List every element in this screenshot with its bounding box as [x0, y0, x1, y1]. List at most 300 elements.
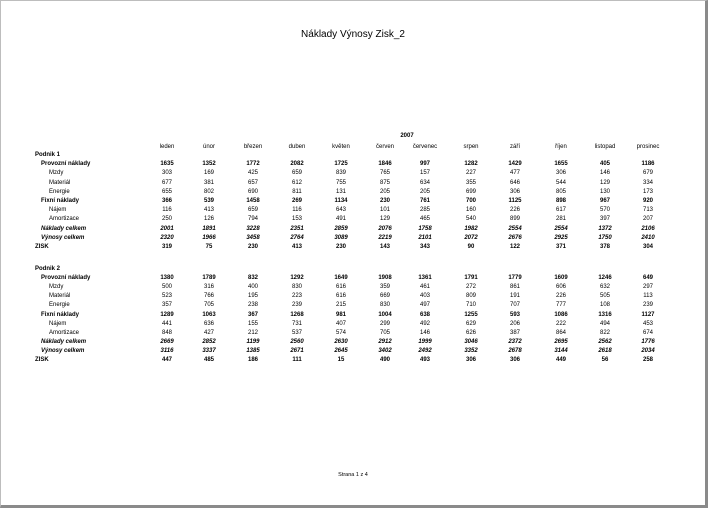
table-cell: 1789	[202, 274, 216, 281]
row-label: Fixní náklady	[41, 197, 80, 204]
table-cell: 272	[465, 283, 476, 290]
table-cell: 1004	[378, 311, 392, 318]
section-header-row	[1, 152, 705, 161]
section-header: Podnik 1	[35, 152, 61, 158]
table-cell: 157	[419, 170, 430, 177]
table-cell: 1908	[378, 274, 392, 281]
table-cell: 258	[642, 357, 653, 364]
table-cell: 2645	[334, 348, 348, 355]
table-row	[1, 170, 705, 179]
table-cell: 1063	[202, 311, 216, 318]
table-cell: 2106	[641, 225, 655, 232]
table-cell: 116	[292, 207, 302, 214]
table-cell: 238	[247, 302, 258, 309]
table-cell: 492	[419, 320, 430, 327]
table-cell: 205	[379, 188, 390, 195]
table-row	[1, 293, 705, 302]
table-cell: 1199	[246, 339, 260, 346]
table-cell: 617	[555, 207, 566, 214]
table-cell: 1609	[554, 274, 568, 281]
table-cell: 400	[247, 283, 258, 290]
table-cell: 427	[203, 329, 214, 336]
table-cell: 191	[509, 293, 520, 300]
table-cell: 108	[599, 302, 610, 309]
table-cell: 643	[335, 207, 346, 214]
table-cell: 1846	[378, 161, 392, 168]
table-cell: 299	[379, 320, 390, 327]
table-cell: 500	[161, 283, 172, 290]
table-cell: 130	[599, 188, 610, 195]
table-cell: 2072	[464, 234, 478, 241]
table-cell: 465	[419, 216, 430, 223]
table-cell: 705	[379, 329, 390, 336]
table-cell: 316	[203, 283, 214, 290]
table-cell: 1779	[508, 274, 522, 281]
table-cell: 186	[247, 357, 258, 364]
table-cell: 3458	[246, 234, 260, 241]
table-cell: 441	[161, 320, 172, 327]
table-cell: 413	[203, 207, 214, 214]
table-cell: 655	[161, 188, 172, 195]
table-cell: 674	[642, 329, 653, 336]
row-label: Amortizace	[49, 216, 80, 223]
table-cell: 632	[599, 283, 610, 290]
table-cell: 449	[555, 357, 566, 364]
table-cell: 116	[162, 207, 172, 214]
table-cell: 2630	[334, 339, 348, 346]
table-cell: 2001	[160, 225, 174, 232]
table-cell: 2554	[554, 225, 568, 232]
table-cell: 477	[509, 170, 520, 177]
section-spacer	[1, 253, 705, 266]
table-cell: 629	[465, 320, 476, 327]
table-cell: 226	[555, 293, 566, 300]
table-cell: 1352	[202, 161, 216, 168]
table-cell: 2034	[641, 348, 655, 355]
table-cell: 355	[465, 179, 476, 186]
table-cell: 397	[599, 216, 610, 223]
table-row	[1, 330, 705, 339]
table-cell: 612	[291, 179, 302, 186]
table-cell: 2560	[290, 339, 304, 346]
month-header: listopad	[594, 144, 616, 150]
table-cell: 2852	[202, 339, 216, 346]
table-cell: 153	[291, 216, 302, 223]
table-cell: 710	[465, 302, 476, 309]
table-cell: 1458	[246, 197, 260, 204]
table-cell: 206	[509, 320, 520, 327]
table-cell: 2320	[160, 234, 174, 241]
month-header: prosinec	[636, 144, 660, 150]
row-label: ZISK	[35, 357, 49, 364]
table-cell: 1635	[160, 161, 174, 168]
table-cell: 129	[379, 216, 390, 223]
table-row	[1, 357, 705, 366]
table-cell: 765	[379, 170, 390, 177]
table-cell: 646	[509, 179, 520, 186]
table-cell: 2671	[290, 348, 304, 355]
table-cell: 1292	[290, 274, 304, 281]
month-header: duben	[288, 144, 306, 150]
row-label: Energie	[49, 302, 70, 309]
table-cell: 2554	[508, 225, 522, 232]
table-cell: 129	[599, 179, 610, 186]
table-cell: 505	[599, 293, 610, 300]
table-cell: 155	[247, 320, 258, 327]
table-cell: 731	[291, 320, 302, 327]
table-cell: 2372	[508, 339, 522, 346]
month-header: březen	[243, 144, 263, 150]
section-header-row	[1, 266, 705, 275]
table-cell: 1255	[464, 311, 478, 318]
month-header: srpen	[463, 144, 479, 150]
table-cell: 143	[379, 243, 390, 250]
table-cell: 303	[161, 170, 172, 177]
table-row	[1, 198, 705, 207]
row-label: Amortizace	[49, 329, 80, 336]
table-cell: 777	[555, 302, 566, 309]
table-cell: 306	[555, 170, 566, 177]
table-cell: 898	[555, 197, 566, 204]
table-cell: 861	[509, 283, 520, 290]
table-cell: 766	[203, 293, 214, 300]
table-cell: 403	[419, 293, 430, 300]
row-label: Mzdy	[49, 170, 64, 177]
table-cell: 1361	[418, 274, 432, 281]
table-cell: 2764	[290, 234, 304, 241]
table-cell: 1655	[554, 161, 568, 168]
table-cell: 593	[509, 311, 520, 318]
table-cell: 690	[247, 188, 258, 195]
month-header: červenec	[412, 144, 438, 150]
table-cell: 90	[467, 243, 475, 250]
table-cell: 537	[291, 329, 302, 336]
table-cell: 1385	[246, 348, 260, 355]
table-cell: 616	[335, 293, 346, 300]
row-label: Mzdy	[49, 283, 64, 290]
table-cell: 2351	[290, 225, 304, 232]
table-row	[1, 348, 705, 357]
table-cell: 677	[161, 179, 172, 186]
table-cell: 207	[642, 216, 653, 223]
table-cell: 997	[419, 161, 430, 168]
table-cell: 111	[292, 357, 302, 364]
table-row	[1, 226, 705, 235]
table-cell: 832	[247, 274, 258, 281]
table-cell: 638	[419, 311, 430, 318]
table-cell: 378	[599, 243, 610, 250]
table-cell: 413	[291, 243, 302, 250]
table-cell: 794	[247, 216, 258, 223]
month-header: září	[509, 144, 520, 150]
table-row	[1, 275, 705, 284]
month-header: únor	[202, 144, 215, 150]
table-cell: 1966	[202, 234, 216, 241]
table-cell: 215	[335, 302, 346, 309]
table-cell: 131	[335, 188, 346, 195]
table-cell: 15	[337, 357, 345, 364]
table-cell: 160	[465, 207, 476, 214]
table-cell: 830	[379, 302, 390, 309]
table-cell: 2925	[554, 234, 568, 241]
report-title: Náklady Výnosy Zisk_2	[301, 29, 405, 40]
table-cell: 1380	[160, 274, 174, 281]
table-cell: 659	[291, 170, 302, 177]
table-cell: 367	[247, 311, 258, 318]
table-cell: 2492	[418, 348, 432, 355]
table-cell: 285	[419, 207, 430, 214]
table-cell: 669	[379, 293, 390, 300]
table-cell: 1776	[641, 339, 655, 346]
table-cell: 306	[465, 357, 476, 364]
table-cell: 1127	[641, 311, 655, 318]
table-row	[1, 161, 705, 170]
table-cell: 809	[465, 293, 476, 300]
table-cell: 146	[599, 170, 610, 177]
table-cell: 3352	[464, 348, 478, 355]
table-cell: 848	[161, 329, 172, 336]
row-label: Nájem	[49, 207, 67, 214]
table-cell: 447	[161, 357, 172, 364]
table-cell: 649	[642, 274, 653, 281]
table-cell: 101	[379, 207, 390, 214]
table-cell: 2695	[554, 339, 568, 346]
table-row	[1, 189, 705, 198]
row-label: Energie	[49, 188, 70, 195]
table-cell: 491	[335, 216, 346, 223]
table-cell: 1999	[418, 339, 432, 346]
table-cell: 1725	[334, 161, 348, 168]
table-row	[1, 235, 705, 244]
row-label: Fixní náklady	[41, 311, 80, 318]
table-cell: 523	[161, 293, 172, 300]
table-cell: 1246	[598, 274, 612, 281]
table-cell: 1791	[464, 274, 478, 281]
table-cell: 811	[292, 188, 302, 195]
month-header: leden	[159, 144, 175, 150]
table-cell: 126	[203, 216, 214, 223]
table-cell: 230	[335, 243, 346, 250]
row-label: Výnosy celkem	[41, 348, 85, 355]
table-cell: 75	[205, 243, 213, 250]
table-cell: 239	[642, 302, 653, 309]
table-cell: 544	[555, 179, 566, 186]
table-cell: 226	[509, 207, 520, 214]
report-table	[1, 152, 705, 367]
row-label: Provozní náklady	[41, 274, 91, 281]
table-cell: 3402	[378, 348, 392, 355]
table-cell: 2676	[508, 234, 522, 241]
table-cell: 1282	[464, 161, 478, 168]
table-cell: 319	[161, 243, 172, 250]
table-cell: 250	[161, 216, 172, 223]
table-cell: 822	[599, 329, 610, 336]
table-row	[1, 339, 705, 348]
table-cell: 269	[291, 197, 302, 204]
table-cell: 1289	[160, 311, 174, 318]
table-cell: 626	[465, 329, 476, 336]
table-cell: 304	[642, 243, 653, 250]
table-cell: 705	[203, 302, 214, 309]
table-cell: 407	[335, 320, 346, 327]
table-cell: 371	[555, 243, 566, 250]
table-cell: 2669	[160, 339, 174, 346]
table-cell: 493	[419, 357, 430, 364]
month-header: květen	[332, 144, 350, 150]
table-cell: 2678	[508, 348, 522, 355]
table-cell: 755	[335, 179, 346, 186]
table-row	[1, 180, 705, 189]
table-cell: 461	[419, 283, 430, 290]
table-cell: 2076	[378, 225, 392, 232]
table-row	[1, 312, 705, 321]
table-cell: 366	[161, 197, 172, 204]
table-cell: 2859	[334, 225, 348, 232]
table-cell: 2912	[378, 339, 392, 346]
table-cell: 3116	[160, 348, 174, 355]
table-cell: 195	[247, 293, 258, 300]
table-cell: 657	[247, 179, 258, 186]
table-cell: 212	[247, 329, 258, 336]
table-cell: 56	[601, 357, 609, 364]
table-cell: 239	[291, 302, 302, 309]
table-cell: 2562	[598, 339, 612, 346]
table-cell: 113	[643, 293, 653, 300]
table-cell: 1268	[290, 311, 304, 318]
table-cell: 1316	[598, 311, 612, 318]
table-cell: 699	[465, 188, 476, 195]
table-cell: 2082	[290, 161, 304, 168]
row-label: Náklady celkem	[41, 225, 87, 232]
table-cell: 222	[555, 320, 566, 327]
table-cell: 2101	[418, 234, 432, 241]
table-cell: 805	[555, 188, 566, 195]
row-label: Materiál	[49, 293, 71, 300]
table-cell: 230	[247, 243, 258, 250]
table-cell: 230	[379, 197, 390, 204]
table-cell: 122	[509, 243, 520, 250]
table-cell: 173	[642, 188, 653, 195]
table-cell: 169	[203, 170, 214, 177]
table-cell: 3089	[334, 234, 348, 241]
row-label: Výnosy celkem	[41, 234, 85, 241]
table-cell: 1649	[334, 274, 348, 281]
row-label: Nájem	[49, 320, 67, 327]
table-cell: 636	[203, 320, 214, 327]
table-cell: 3046	[464, 339, 478, 346]
table-cell: 334	[642, 179, 653, 186]
table-cell: 634	[419, 179, 430, 186]
table-cell: 839	[335, 170, 346, 177]
table-cell: 405	[599, 161, 610, 168]
table-cell: 357	[161, 302, 172, 309]
table-cell: 713	[642, 207, 653, 214]
table-cell: 981	[335, 311, 346, 318]
table-row	[1, 207, 705, 216]
table-row	[1, 244, 705, 253]
table-cell: 540	[465, 216, 476, 223]
table-cell: 146	[419, 329, 430, 336]
table-cell: 659	[247, 207, 258, 214]
table-cell: 1186	[641, 161, 655, 168]
table-cell: 425	[247, 170, 258, 177]
table-cell: 539	[203, 197, 214, 204]
table-cell: 830	[291, 283, 302, 290]
table-cell: 761	[419, 197, 430, 204]
table-cell: 490	[379, 357, 390, 364]
table-cell: 1750	[598, 234, 612, 241]
table-cell: 1982	[464, 225, 478, 232]
table-cell: 3337	[202, 348, 216, 355]
table-cell: 1429	[508, 161, 522, 168]
table-cell: 920	[642, 197, 653, 204]
table-row	[1, 321, 705, 330]
table-cell: 1134	[334, 197, 348, 204]
table-cell: 387	[509, 329, 520, 336]
table-cell: 875	[379, 179, 390, 186]
table-cell: 497	[419, 302, 430, 309]
table-cell: 223	[291, 293, 302, 300]
table-cell: 297	[642, 283, 653, 290]
month-header: červen	[375, 144, 394, 150]
table-cell: 864	[555, 329, 566, 336]
table-cell: 700	[465, 197, 476, 204]
table-row	[1, 216, 705, 225]
row-label: Náklady celkem	[41, 339, 87, 346]
table-cell: 227	[465, 170, 476, 177]
table-cell: 2219	[378, 234, 392, 241]
table-cell: 2410	[641, 234, 655, 241]
table-cell: 1772	[246, 161, 260, 168]
table-cell: 306	[509, 357, 520, 364]
table-cell: 1891	[202, 225, 216, 232]
table-cell: 616	[335, 283, 346, 290]
table-cell: 205	[419, 188, 430, 195]
table-cell: 570	[599, 207, 610, 214]
table-cell: 967	[599, 197, 610, 204]
table-cell: 1758	[418, 225, 432, 232]
row-label: Provozní náklady	[41, 161, 91, 168]
row-label: Materiál	[49, 179, 71, 186]
table-cell: 1372	[598, 225, 612, 232]
year-header: 2007	[400, 133, 414, 139]
table-cell: 485	[203, 357, 214, 364]
table-cell: 343	[419, 243, 430, 250]
table-cell: 1125	[508, 197, 522, 204]
table-cell: 802	[203, 188, 214, 195]
table-cell: 3228	[246, 225, 260, 232]
page-footer: Strana 1 z 4	[338, 472, 368, 478]
table-cell: 2618	[598, 348, 612, 355]
table-cell: 679	[642, 170, 653, 177]
table-cell: 306	[509, 188, 520, 195]
row-label: ZISK	[35, 243, 49, 250]
table-cell: 494	[599, 320, 610, 327]
table-cell: 359	[379, 283, 390, 290]
table-cell: 453	[642, 320, 653, 327]
table-cell: 1086	[554, 311, 568, 318]
table-cell: 606	[555, 283, 566, 290]
table-cell: 574	[335, 329, 346, 336]
table-row	[1, 284, 705, 293]
table-cell: 3144	[554, 348, 568, 355]
month-header: říjen	[555, 144, 567, 150]
table-cell: 707	[509, 302, 520, 309]
table-cell: 899	[509, 216, 520, 223]
section-header: Podnik 2	[35, 265, 61, 272]
table-row	[1, 302, 705, 311]
table-cell: 381	[203, 179, 214, 186]
